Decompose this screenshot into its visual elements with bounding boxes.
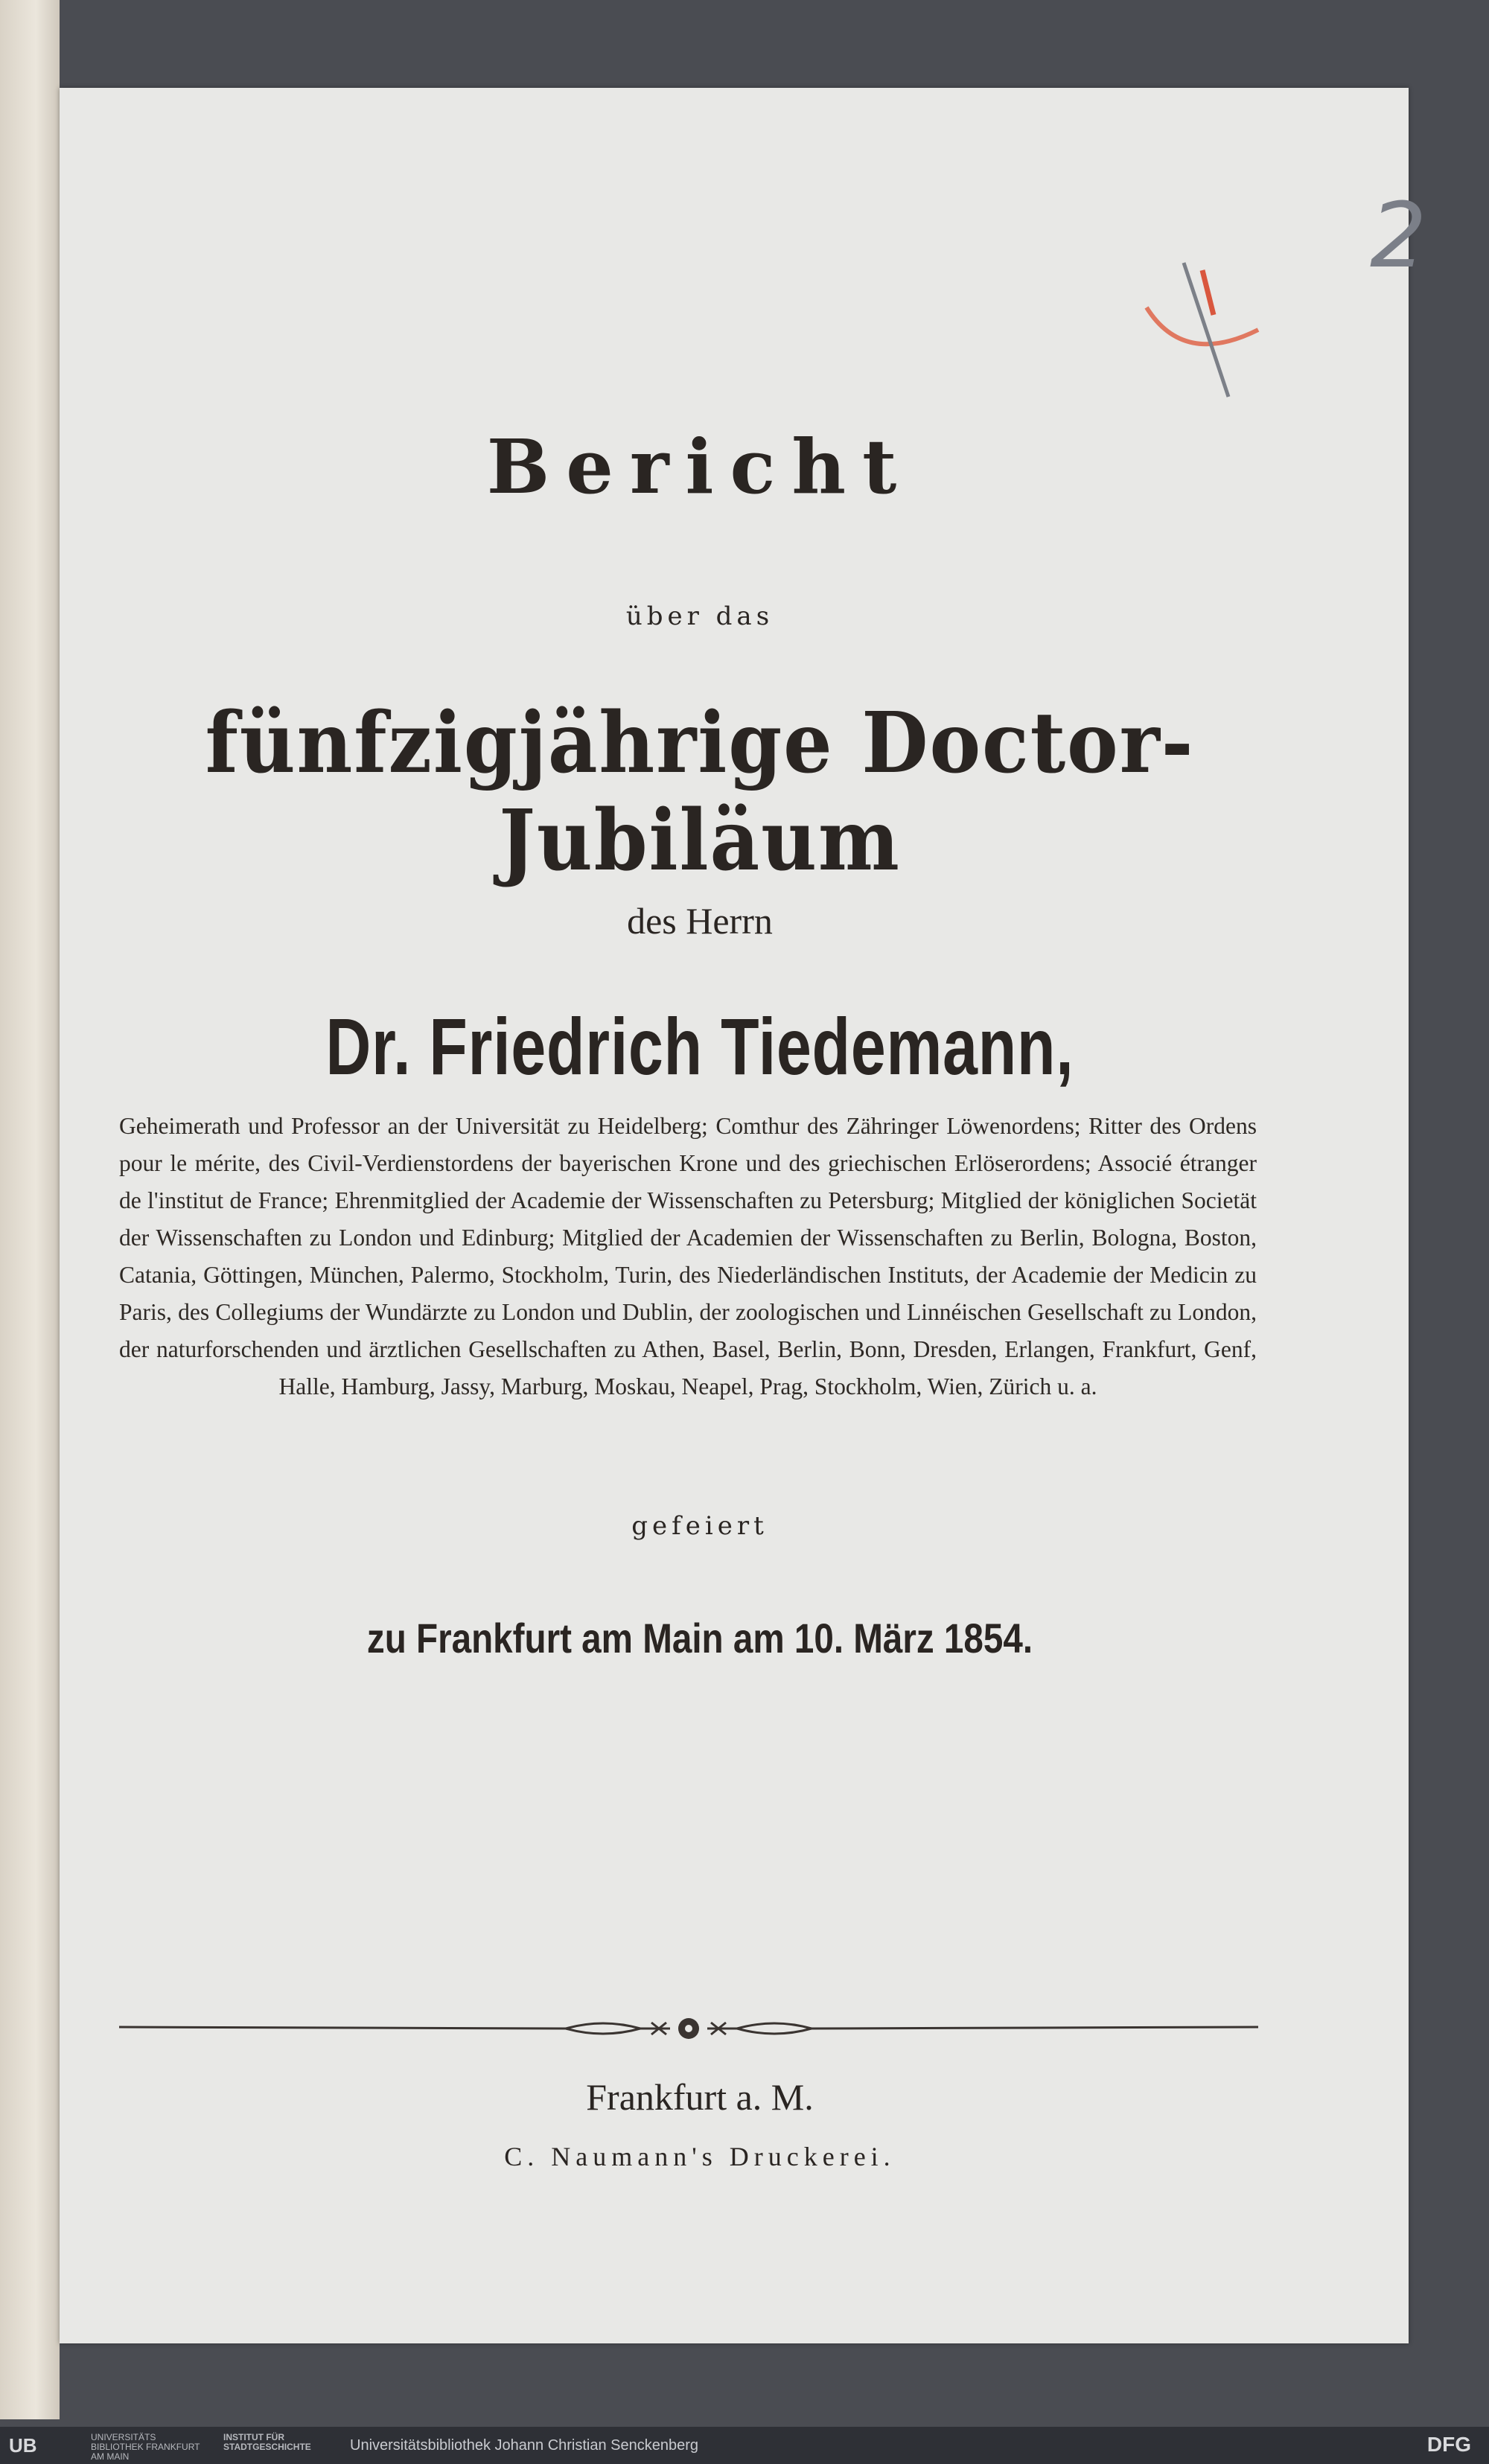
headline: fünfzigjährige Doctor-Jubiläum <box>205 695 1195 890</box>
publication-city: Frankfurt a. M. <box>586 2076 814 2118</box>
ub-subtitle: UNIVERSITÄTS BIBLIOTHEK FRANKFURT AM MAIN <box>91 2432 200 2462</box>
document-page <box>60 88 1427 2343</box>
honoree-name: Dr. Friedrich Tiedemann, <box>325 1001 1074 1091</box>
ub-logo: UB <box>9 2434 37 2457</box>
pencil-mark-icon <box>1132 255 1273 404</box>
library-name: Universitätsbibliothek Johann Christian Senckenberg <box>350 2437 699 2454</box>
gefeiert-text: gefeiert <box>631 1511 768 1541</box>
date-line: zu Frankfurt am Main am 10. März 1854. <box>366 1615 1033 1662</box>
intro-text: über das <box>625 601 774 631</box>
ornamental-rule <box>119 2012 1258 2042</box>
printer-name: C. Naumann's Druckerei. <box>504 2142 896 2171</box>
viewer-footer <box>0 2427 1489 2464</box>
dfg-logo: DFG <box>1426 2433 1471 2456</box>
des-herrn-text: des Herrn <box>627 900 773 942</box>
adjacent-page-edge <box>0 0 60 2419</box>
document-title: Bericht <box>486 423 914 511</box>
institute-logo: INSTITUT FÜR STADTGESCHICHTE <box>223 2432 311 2452</box>
page-number-annotation: 2 <box>1370 185 1427 288</box>
honoree-titles: Geheimerath und Professor an der Universität zu Heidelberg; Comthur des Zähringer Löwenordens; Ritter des Ordens pour le mérite, des Civil-Verdienstordens der bayerischen Krone und des griechischen Erlöserordens; Associé étranger de l'institut de France; Ehrenmitglied der Academie der Wissenschaften zu Petersburg; Mitglied der königlichen Societät der Wissenschaften zu London und Edinburg; Mitglied der Academien der Wissenschaften zu Berlin, Bologna, Boston, Catania, Göttingen, München, Palermo, Stockholm, Turin, des Niederländischen Instituts, der Academie der Medicin zu Paris, des Collegiums der Wundärzte zu London und Dublin, der zoologischen und Linnéischen Gesellschaft zu London, der naturforschenden und ärztlichen Gesellschaften zu Athen, Basel, Berlin, Bonn, Dresden, Erlangen, Frankfurt, Genf, Halle, Hamburg, Jassy, Marburg, Moskau, Neapel, Prag, Stockholm, Wien, Zürich u. a. <box>119 1113 1257 1399</box>
